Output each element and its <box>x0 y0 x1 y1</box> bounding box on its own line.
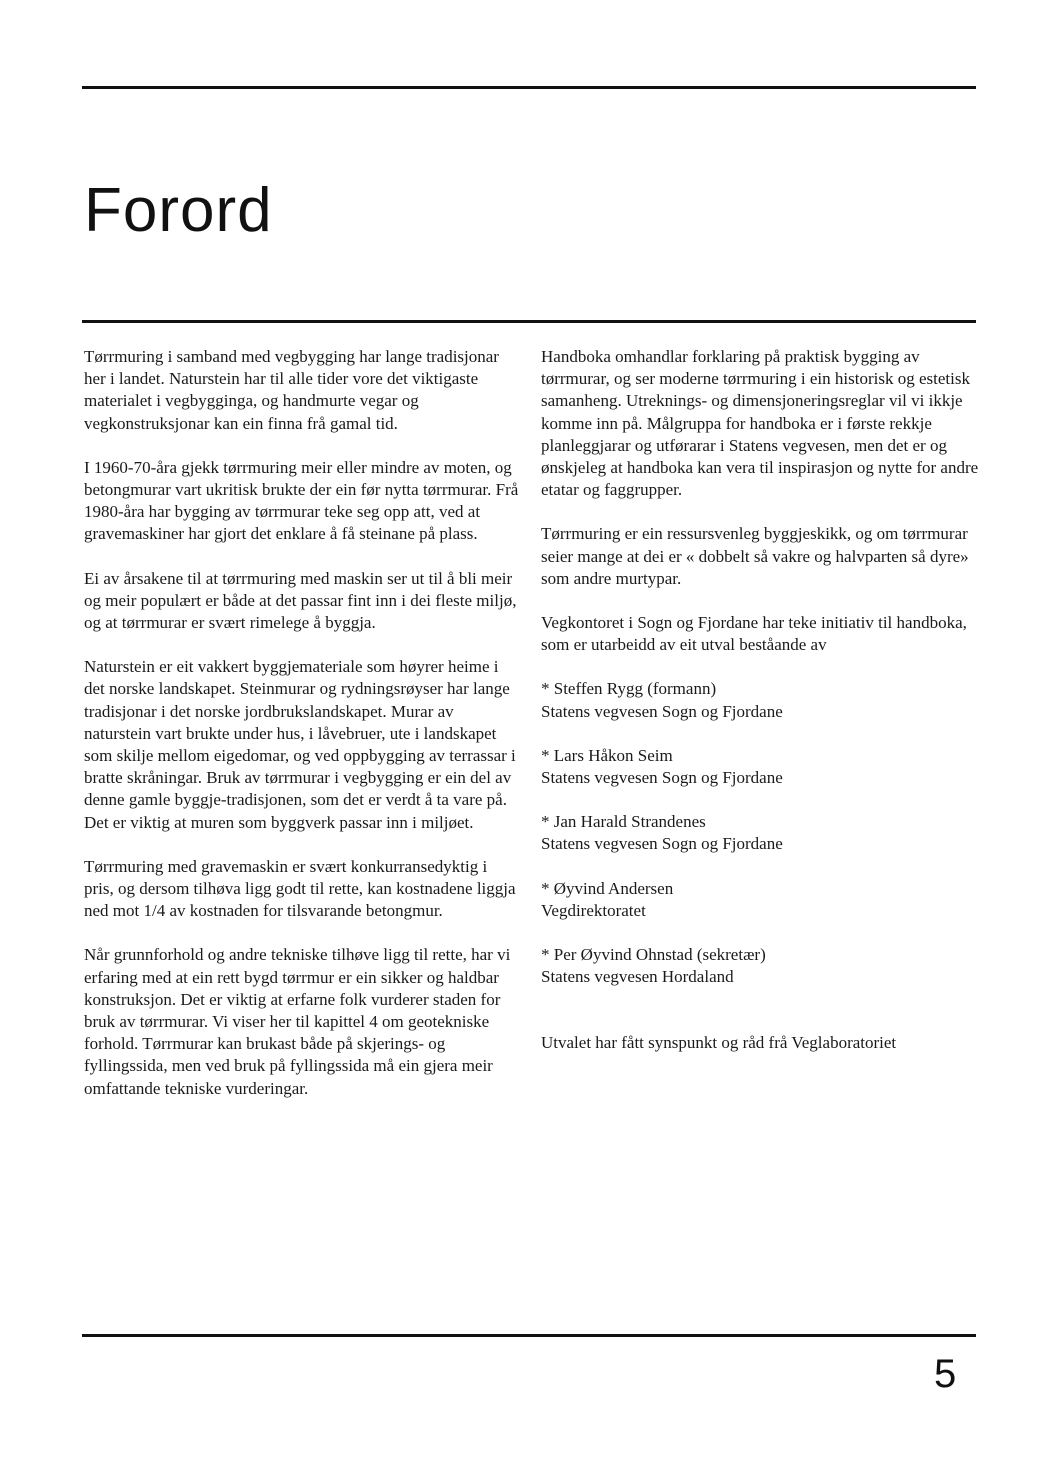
bottom-rule <box>82 1334 976 1337</box>
committee-member <box>541 944 983 988</box>
member-name: * Jan Harald Strandenes <box>541 812 706 832</box>
paragraph: Når grunnforhold og andre tekniske tilhøve ligg til rette, har vi erfaring med at ein rett bygd tørrmur er ein sikker og haldbar konstruksjon. Det er viktig at erfarne folk vurderer staden for bruk av tørrmurar. Vi viser her til kapittel 4 om geotekniske forhold. Tørrmurar kan brukast både på skjerings- og fyllingssida, men ved bruk på fyllingssida må ein gjera meir omfattande tekniske vurderingar. <box>84 945 511 1098</box>
paragraph: Tørrmuring i samband med vegbygging har lange tradisjonar her i landet. Naturstein har til alle tider vore det viktigaste materialet i vegbygginga, og handmurte vegar og vegkonstruksjonar kan ein finna frå gamal tid. <box>84 347 499 433</box>
page-number: 5 <box>934 1352 957 1396</box>
committee-member <box>541 678 983 722</box>
top-rule <box>82 86 976 89</box>
right-column <box>541 346 983 1055</box>
paragraph: Naturstein er eit vakkert byggjemateriale som høyrer heime i det norske landskapet. Steinmurar og rydningsrøyser har lange tradisjonar i det norske jordbrukslandskapet. Murar av naturstein vart brukte under hus, i låvebruer, ute i landskapet som skilje mellom eigedomar, og ved oppbygging av terrassar i bratte skråningar. Bruk av tørrmurar i vegbygging er ein del av denne gamle byggje-tradisjonen, som det er verdt å ta vare på. Det er viktig at muren som byggverk passar inn i miljøet. <box>84 657 516 832</box>
paragraph: Tørrmuring med gravemaskin er svært konkurransedyktig i pris, og dersom tilhøva ligg godt til rette, kan kostnadene liggja ned mot 1/4 av kostnaden for tilsvarande betongmur. <box>84 856 516 921</box>
member-org: Statens vegvesen Hordaland <box>541 967 734 987</box>
committee-member <box>541 878 983 922</box>
paragraph: I 1960-70-åra gjekk tørrmuring meir eller mindre av moten, og betongmurar vart ukritisk brukte der ein før nytta tørrmurar. Frå 1980-åra har bygging av tørrmurar teke seg opp att, ved at gravemaskiner har gjort det enklare å få steinane på plass. <box>84 457 519 544</box>
paragraph: Tørrmuring er ein ressursvenleg byggjeskikk, og om tørrmurar seier mange at dei er « dobbelt så vakre og halvparten så dyre» som andre murtypar. <box>541 524 969 588</box>
title-rule <box>82 320 976 323</box>
left-column <box>84 346 520 1100</box>
member-name: * Steffen Rygg (formann) <box>541 679 717 699</box>
committee-member <box>541 745 983 789</box>
member-name: * Per Øyvind Ohnstad (sekretær) <box>541 945 766 965</box>
paragraph: Ei av årsakene til at tørrmuring med maskin ser ut til å bli meir og meir populært er både at det passar fint inn i dei fleste miljø, og at tørrmurar er svært rimelege å byggja. <box>84 568 517 633</box>
member-name: * Lars Håkon Seim <box>541 745 673 765</box>
paragraph: Vegkontoret i Sogn og Fjordane har teke initiativ til handboka, som er utarbeidd av eit utval beståande av <box>541 613 967 655</box>
acknowledgement-note: Utvalet har fått synspunkt og råd frå Veglaboratoriet <box>541 1033 897 1053</box>
paragraph: Handboka omhandlar forklaring på praktisk bygging av tørrmurar, og ser moderne tørrmuring i ein historisk og estetisk samanheng. Utreknings- og dimensjoneringsreglar vil vi ikkje komme inn på. Målgruppa for handboka er i første rekkje planleggjarar og utførarar i Statens vegvesen, men det er og ønskjeleg at handboka kan vera til inspirasjon og nytte for andre etatar og faggrupper. <box>541 347 979 500</box>
committee-member <box>541 811 983 855</box>
member-org: Vegdirektoratet <box>541 900 646 920</box>
member-org: Statens vegvesen Sogn og Fjordane <box>541 701 783 721</box>
member-name: * Øyvind Andersen <box>541 878 674 898</box>
member-org: Statens vegvesen Sogn og Fjordane <box>541 768 783 788</box>
member-org: Statens vegvesen Sogn og Fjordane <box>541 834 783 854</box>
page-title: Forord <box>84 176 273 245</box>
